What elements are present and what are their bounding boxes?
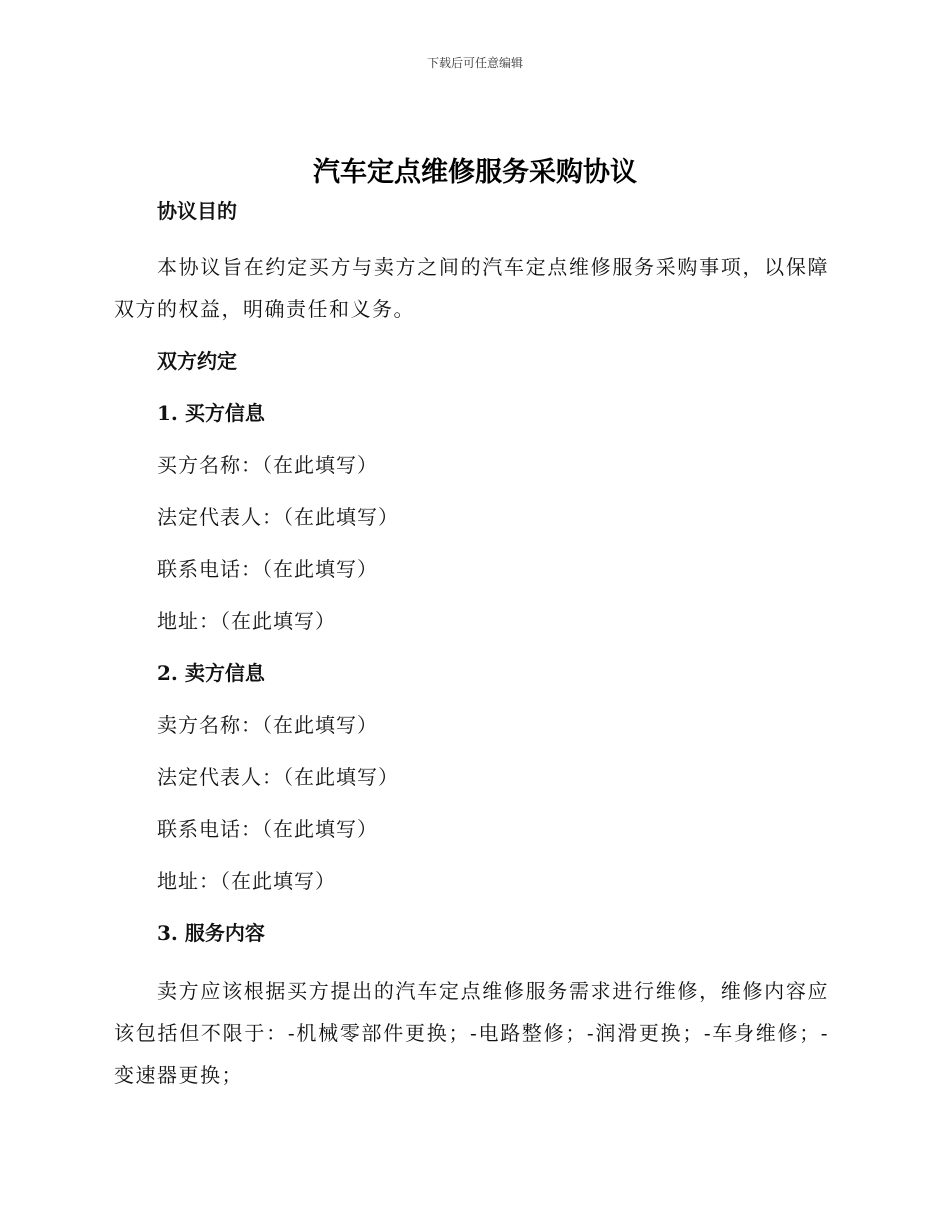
- seller-info-heading: 2. 卖方信息: [157, 661, 265, 685]
- document-title: 汽车定点维修服务采购协议: [313, 157, 637, 188]
- section-heading-purpose: 协议目的: [157, 199, 237, 223]
- service-content-paragraph: 卖方应该根据买方提出的汽车定点维修服务需求进行维修，维修内容应该包括但不限于：-机械零部件更换；-电路整修；-润滑更换；-车身维修；-变速器更换；: [114, 979, 829, 1087]
- header-note: 下载后可任意编辑: [426, 56, 523, 70]
- buyer-name-field: 买方名称：（在此填写）: [157, 453, 378, 477]
- section-heading-agreement: 双方约定: [157, 349, 237, 373]
- buyer-phone-field: 联系电话：（在此填写）: [157, 557, 378, 581]
- seller-representative-field: 法定代表人：（在此填写）: [157, 765, 399, 789]
- document-body: [114, 196, 829, 1112]
- buyer-representative-field: 法定代表人：（在此填写）: [157, 505, 399, 529]
- seller-address-field: 地址：（在此填写）: [157, 869, 336, 893]
- buyer-info-heading: 1. 买方信息: [157, 401, 265, 425]
- service-content-heading: 3. 服务内容: [157, 921, 265, 945]
- seller-name-field: 卖方名称：（在此填写）: [157, 713, 378, 737]
- seller-phone-field: 联系电话：（在此填写）: [157, 817, 378, 841]
- purpose-paragraph: 本协议旨在约定买方与卖方之间的汽车定点维修服务采购事项，以保障双方的权益，明确责任和义务。: [114, 255, 829, 321]
- buyer-address-field: 地址：（在此填写）: [157, 609, 336, 633]
